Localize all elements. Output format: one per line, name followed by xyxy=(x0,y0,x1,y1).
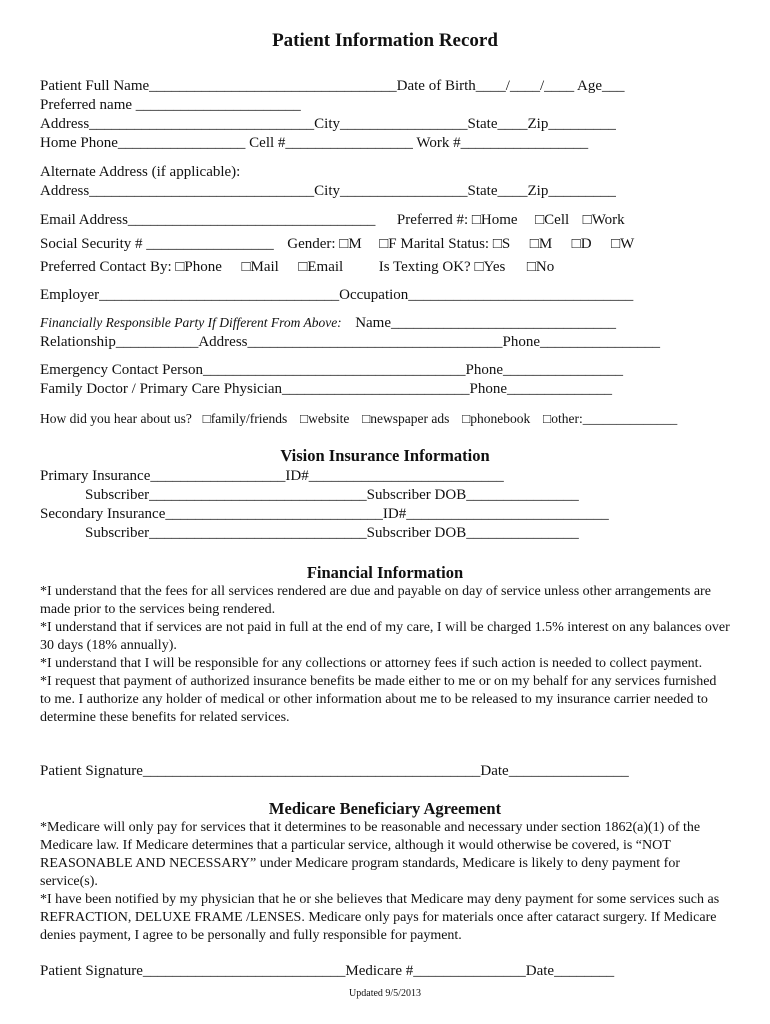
medicare-terms xyxy=(40,819,730,945)
contact-mail-checkbox[interactable]: □Mail xyxy=(241,259,279,275)
financial-terms xyxy=(40,583,730,727)
email-row xyxy=(40,211,625,229)
marital-d-checkbox[interactable]: □D xyxy=(571,236,592,252)
referral-newspaper-checkbox[interactable]: □newspaper ads xyxy=(362,411,450,426)
phones-row[interactable]: Home Phone_________________ Cell #_________________ Work #_________________ xyxy=(40,135,589,151)
preferred-work-checkbox[interactable]: □Work xyxy=(582,212,625,228)
referral-phonebook-checkbox[interactable]: □phonebook xyxy=(462,411,531,426)
email-field[interactable]: Email Address_________________________________ xyxy=(40,212,376,228)
secondary-insurance-row[interactable]: Secondary Insurance_____________________________ID#___________________________ xyxy=(40,506,609,522)
ssn-field[interactable]: Social Security # _________________ xyxy=(40,236,274,252)
medicare-term-2: *I have been notified by my physician that he or she believes that Medicare may deny payment for some services such as REFRACTION, DELUXE FRAME /LENSES. Medicare only pays for materials once after cataract surgery. If Medicare denies payment, I agree to be personally and fully responsible for payment. xyxy=(40,892,720,943)
alternate-address-row[interactable]: Address______________________________City_________________State____Zip_________ xyxy=(40,183,616,199)
marital-w-checkbox[interactable]: □W xyxy=(611,236,635,252)
contact-phone-checkbox[interactable]: □Phone xyxy=(175,259,222,275)
alternate-address-label: Alternate Address (if applicable): xyxy=(40,164,241,180)
primary-subscriber-row[interactable]: Subscriber_____________________________Subscriber DOB_______________ xyxy=(85,487,579,503)
updated-date: Updated 9/5/2013 xyxy=(349,988,421,999)
preferred-contact-row xyxy=(40,258,554,276)
gender-label: Gender: xyxy=(287,236,336,252)
gender-f-checkbox[interactable]: □F xyxy=(379,236,397,252)
preferred-cell-checkbox[interactable]: □Cell xyxy=(535,212,570,228)
financial-signature-row[interactable]: Patient Signature_____________________________________________Date________________ xyxy=(40,763,629,779)
patient-name-dob-row[interactable]: Patient Full Name_________________________________Date of Birth____/____/____ Age___ xyxy=(40,78,625,94)
financial-information-heading: Financial Information xyxy=(306,563,464,582)
preferred-number-label: Preferred #: xyxy=(396,212,469,228)
responsible-name-field[interactable]: Name______________________________ xyxy=(355,315,617,331)
texting-no-checkbox[interactable]: □No xyxy=(526,259,555,275)
financial-term-1: *I understand that the fees for all services rendered are due and payable on day of service unless other arrangements are made prior to the services being rendered. xyxy=(40,584,711,617)
gender-m-checkbox[interactable]: □M xyxy=(339,236,362,252)
address-row[interactable]: Address______________________________City_________________State____Zip_________ xyxy=(40,116,616,132)
responsible-party-label: Financially Responsible Party If Different From Above: xyxy=(40,315,342,330)
marital-s-checkbox[interactable]: □S xyxy=(492,236,511,252)
texting-label: Is Texting OK? xyxy=(378,259,471,275)
medicare-signature-row[interactable]: Patient Signature___________________________Medicare #_______________Date________ xyxy=(40,963,615,979)
referral-source-row xyxy=(40,410,677,428)
marital-status-label: Marital Status: xyxy=(400,236,490,252)
texting-yes-checkbox[interactable]: □Yes xyxy=(474,259,506,275)
employer-occupation-row[interactable]: Employer________________________________Occupation______________________________ xyxy=(40,287,634,303)
referral-website-checkbox[interactable]: □website xyxy=(299,411,350,426)
marital-m-checkbox[interactable]: □M xyxy=(529,236,553,252)
emergency-contact-row[interactable]: Emergency Contact Person___________________________________Phone________________ xyxy=(40,362,624,378)
contact-email-checkbox[interactable]: □Email xyxy=(298,259,344,275)
preferred-home-checkbox[interactable]: □Home xyxy=(471,212,518,228)
preferred-contact-label: Preferred Contact By: xyxy=(40,259,172,275)
medicare-agreement-heading: Medicare Beneficiary Agreement xyxy=(268,799,502,818)
referral-other-checkbox[interactable]: □other:______________ xyxy=(543,411,678,426)
family-doctor-row[interactable]: Family Doctor / Primary Care Physician_________________________Phone______________ xyxy=(40,381,613,397)
financial-term-3: *I understand that I will be responsible for any collections or attorney fees if such action is needed to collect payment. xyxy=(40,656,703,671)
responsible-party-row xyxy=(40,314,616,332)
responsible-relationship-row[interactable]: Relationship___________Address__________________________________Phone________________ xyxy=(40,334,660,350)
ssn-gender-marital-row xyxy=(40,235,634,253)
financial-term-2: *I understand that if services are not paid in full at the end of my care, I will be charged 1.5% interest on any balances over 30 days (18% annually). xyxy=(40,620,730,653)
medicare-term-1: *Medicare will only pay for services that it determines to be reasonable and necessary under section 1862(a)(1) of the Medicare law. If Medicare determines that a particular service, although it would otherwise be covered, is “NOT REASONABLE AND NECESSARY” under Medicare program standards, Medicare is likely to deny payment for service(s). xyxy=(40,820,701,889)
referral-family-checkbox[interactable]: □family/friends xyxy=(202,411,288,426)
referral-label: How did you hear about us? xyxy=(40,411,192,426)
primary-insurance-row[interactable]: Primary Insurance__________________ID#__________________________ xyxy=(40,468,504,484)
preferred-name-row[interactable]: Preferred name ______________________ xyxy=(40,97,301,113)
page-title: Patient Information Record xyxy=(272,30,498,51)
financial-term-4: *I request that payment of authorized insurance benefits be made either to me or on my behalf for any services furnished to me. I authorize any holder of medical or other information about me to be released to my insurance carrier needed to determine these benefits for related services. xyxy=(40,674,717,725)
vision-insurance-heading: Vision Insurance Information xyxy=(280,446,490,465)
secondary-subscriber-row[interactable]: Subscriber_____________________________Subscriber DOB_______________ xyxy=(85,525,579,541)
